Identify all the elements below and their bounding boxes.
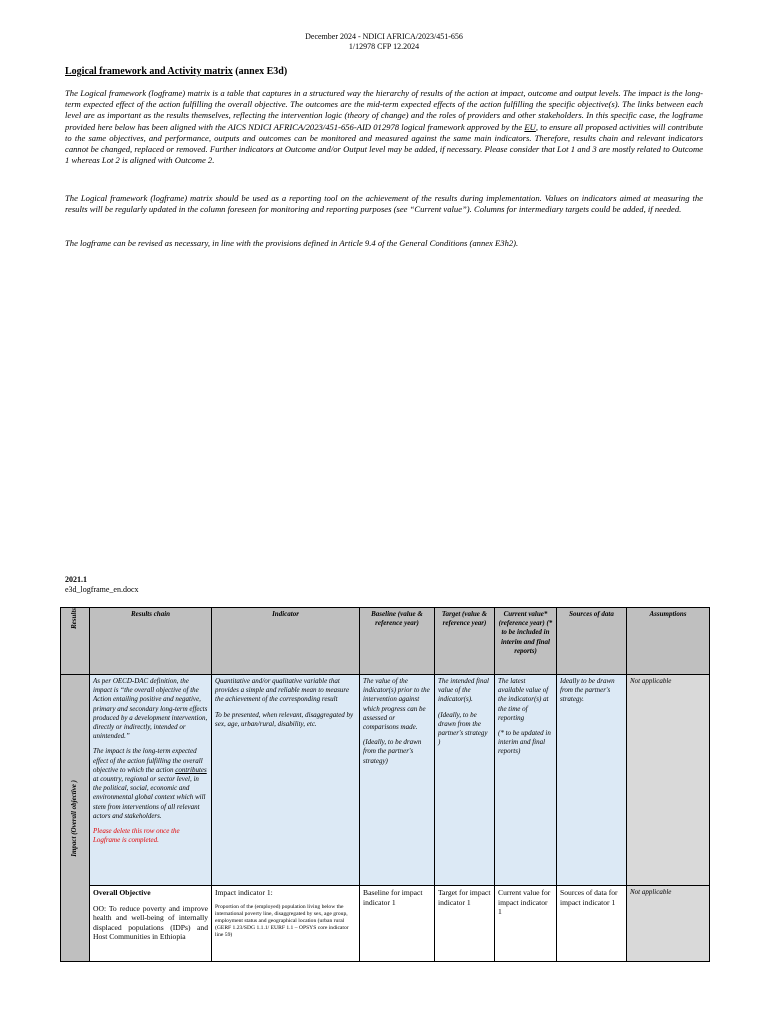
- sources-definition: Ideally to be drawn from the partner's strategy.: [560, 677, 615, 704]
- oo-heading: Overall Objective: [93, 888, 151, 897]
- header-current-value: Current value* (reference year) (* to be included in interim and final reports): [495, 608, 557, 675]
- oo-indicator-detail: Proportion of the (employed) population living below the international poverty line, disaggregated by sex, age group, employment status and geographical location (urban rural (GERF 1.23/SDG 1.1.1/ EURF 1.1 – OPSYS core indicator line 59): [215, 903, 349, 938]
- document-title-annex: (annex E3d): [232, 66, 288, 77]
- header-results: [61, 608, 90, 675]
- oo-target-cell: Target for impact indicator 1: [435, 886, 495, 962]
- header-reference-line2: 1/12978 CFP 12.2024: [348, 42, 420, 51]
- impact-explanation-b: at country, regional or sector level, in the political, social, economic and environmental global context which will stem from interventions of all relevant actors and stakeholders.: [93, 775, 206, 820]
- oo-indicator-cell: [212, 886, 360, 962]
- impact-baseline-cell: [360, 675, 435, 886]
- table-header-row: [61, 608, 710, 675]
- target-note: (Ideally, to be drawn from the partner's strategy ): [438, 710, 488, 747]
- header-reference-line1: December 2024 - NDICI AFRICA/2023/451-656: [305, 32, 463, 41]
- oo-text: OO: To reduce poverty and improve health and well-being of internally displaced populations (IDPs) and Host Communities in Ethiopia: [93, 903, 208, 942]
- header-results-label: Results: [70, 608, 79, 630]
- oo-indicator-title: Impact indicator 1:: [215, 888, 273, 897]
- impact-explanation: [93, 747, 208, 821]
- intro-paragraph-3: The logframe can be revised as necessary, in line with the provisions defined in Article 9.4 of the General Conditions (annex E3h2).: [65, 238, 519, 248]
- target-definition: The intended final value of the indicator(s).: [438, 677, 489, 704]
- intro-p1-part-a: The Logical framework (logframe) matrix is a table that captures in a structured way the hierarchy of results of the action at impact, outcome and output levels. The impact is the long-term expected effect of the action fulfilling the overall objective. The outcomes are the mid-term expected effects of the action fulfilling the specific objective(s). The links between each level are as important as the results themselves, reflecting the intervention logic (theory of change) and the roles of providers and other stakeholders. In this specific case, the logframe provided here below has been aligned with the AICS NDICI AFRICA/2023/451-656-AID 012978 logical framework approved by the: [65, 88, 703, 132]
- oo-assumptions-cell: Not applicable: [627, 886, 710, 962]
- impact-results-chain-cell: [90, 675, 212, 886]
- oo-current-value-cell: Current value for impact indicator 1: [495, 886, 557, 962]
- impact-indicator-cell: [212, 675, 360, 886]
- impact-assumptions-cell: Not applicable: [627, 675, 710, 886]
- impact-guidance-row: [61, 675, 710, 886]
- document-title-main: Logical framework and Activity matrix: [65, 66, 233, 77]
- header-indicator: Indicator: [212, 608, 360, 675]
- intro-paragraph-1: [65, 88, 703, 166]
- intro-paragraph-2: The Logical framework (logframe) matrix should be used as a reporting tool on the achievement of the results during implementation. Values on indicators aimed at measuring the results will be regularly updated in the column foreseen for monitoring and reporting purposes (see “Current value”). Columns for intermediary targets could be added, if needed.: [65, 193, 703, 215]
- baseline-note: (Ideally, to be drawn from the partner's strategy): [363, 738, 422, 765]
- header-baseline: Baseline (value & reference year): [360, 608, 435, 675]
- header-assumptions: Assumptions: [627, 608, 710, 675]
- indicator-disaggregation: To be presented, when relevant, disaggregated by sex, age, urban/rural, disability, etc.: [215, 710, 354, 728]
- impact-target-cell: [435, 675, 495, 886]
- header-target: Target (value & reference year): [435, 608, 495, 675]
- document-title: [65, 66, 287, 77]
- baseline-definition: The value of the indicator(s) prior to the intervention against which progress can be assessed or comparisons made.: [363, 677, 430, 732]
- impact-definition: As per OECD-DAC definition, the impact is “the overall objective of the Action entailing positive and negative, primary and secondary long-term effects produced by a development intervention, directly or indirectly, intended or unintended.”: [93, 677, 208, 741]
- impact-label: Impact (Overall objective ): [70, 779, 79, 857]
- logframe-table: [60, 607, 710, 962]
- impact-row-label: [61, 675, 90, 962]
- overall-objective-row: [61, 886, 710, 962]
- delete-row-note: Please delete this row once the Logframe is completed.: [93, 827, 180, 845]
- version-number: 2021.1: [65, 575, 87, 584]
- page-header: [0, 32, 768, 52]
- intro-p1-part-b: , to ensure all proposed activities will contribute to the same objectives, and performance, outputs and outcomes can be monitored and measured against the same main indicators. Therefore, results chain and relevant indicators cannot be changed, replaced or removed. Further indicators at Outcome and/or Output level may be added, if necessary. Please consider that Lot 1 and 3 are mostly related to Outcome 1 whereas Lot 2 is aligned with Outcome 2.: [65, 121, 703, 166]
- header-results-chain: Results chain: [90, 608, 212, 675]
- impact-explanation-a: The impact is the long-term expected effect of the action fulfilling the overall objective to which the action: [93, 747, 203, 774]
- current-value-definition: The latest available value of the indicator(s) at the time of reporting: [498, 677, 549, 722]
- oo-baseline-cell: Baseline for impact indicator 1: [360, 886, 435, 962]
- impact-current-value-cell: [495, 675, 557, 886]
- version-filename: e3d_logframe_en.docx: [65, 585, 139, 594]
- impact-sources-cell: [557, 675, 627, 886]
- oo-results-chain-cell: [90, 886, 212, 962]
- version-info: [65, 575, 139, 595]
- current-value-note: (* to be updated in interim and final reports): [498, 729, 551, 756]
- header-sources: Sources of data: [557, 608, 627, 675]
- intro-p1-eu: EU: [524, 121, 536, 132]
- oo-sources-cell: Sources of data for impact indicator 1: [557, 886, 627, 962]
- indicator-definition: Quantitative and/or qualitative variable that provides a simple and reliable mean to measure the achievement of the corresponding result: [215, 677, 349, 704]
- impact-explanation-contributes: contributes: [175, 765, 207, 774]
